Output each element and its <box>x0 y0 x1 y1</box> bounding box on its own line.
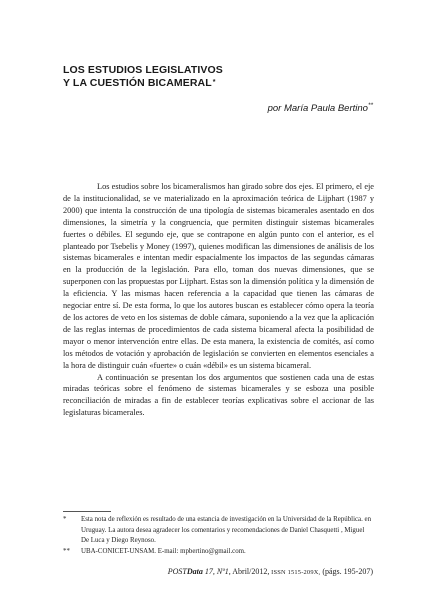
article-body <box>63 181 374 419</box>
body-paragraph-1: Los estudios sobre los bicameralismos han girado sobre dos ejes. El primero, el eje de la institucionalidad, se ve materializado en la aproximación teórica de Lijphart (1987 y 2000) que intenta la construcción de una tipología de sistemas bicamerales asentado en dos dimensiones, la simetría y la congruencia, que permiten distinguir sistemas bicamerales fuertes o débiles. El segundo eje, que se contrapone en algún punto con el anterior, es el planteado por Tsebelis y Money (1997), quienes modifican las dimensiones de análisis de los sistemas bicamerales e intentan medir espacialmente los impactos de las segundas cámaras en la producción de la legislación. Para ello, toman dos nuevas dimensiones, que se superponen con las propuestas por Lijphart. Estas son la dimensión política y la dimensión de la eficiencia. Y las mismas hacen referencia a la capacidad que tienen las cámaras de negociar entre sí. De esta forma, lo que los autores buscan es establecer cómo opera la teoría de los actores de veto en los sistemas de doble cámara, suponiendo a la vez que la aplicación de las reglas internas de procedimientos de cada sistema bicameral afecta la posibilidad de mayor o menor intervención entre ellas. De esta manera, la existencia de comités, así como los métodos de votación y aprobación de legislación se convierten en elementos esenciales a la hora de distinguir cuán «fuerte» o cuán «débil» es un sistema bicameral. <box>63 182 374 370</box>
footnote-1 <box>63 515 374 547</box>
author-byline <box>268 103 373 114</box>
page-range: (págs. 195-207) <box>320 567 373 576</box>
footnote-divider <box>63 511 111 512</box>
footnote-2-text: UBA-CONICET-UNSAM. E-mail: mpbertino@gmail.com. <box>81 547 246 555</box>
footnote-2-mark: ** <box>63 547 70 555</box>
issue-date: Abril/2012, <box>230 567 270 576</box>
body-paragraph-2: A continuación se presentan los dos argumentos que sostienen cada una de estas miradas teóricas sobre el fenómeno de sistemas bicamerales y se esboza una posible reconciliación de miradas a fin de establecer teorías explicativas sobre el accionar de las legislaturas bicamerales. <box>63 372 374 418</box>
journal-volume: 17, Nº1, <box>202 567 231 576</box>
journal-name-prefix: POST <box>167 567 187 576</box>
title-footnote-mark: * <box>212 79 216 86</box>
title-line-2-text: Y LA CUESTIÓN BICAMERAL <box>63 77 212 89</box>
author-name: por María Paula Bertino <box>267 103 368 114</box>
journal-name <box>168 567 203 576</box>
footnote-1-text: Esta nota de reflexión es resultado de una estancia de investigación en la Universidad de la República. en Uruguay. La autora desea agradecer los comentarios y recomendaciones de Daniel Chasquetti , Miguel De Luca y Diego Reynoso. <box>81 516 372 544</box>
author-footnote-mark: ** <box>367 102 373 109</box>
title-line-1: LOS ESTUDIOS LEGISLATIVOS <box>63 64 223 76</box>
issn: ISSN 1515-209X, <box>269 569 321 576</box>
title-line-2 <box>63 77 363 90</box>
footnote-2 <box>63 547 374 558</box>
footnote-1-mark: * <box>63 516 67 523</box>
article-title <box>63 64 363 90</box>
journal-name-bold: Data <box>186 567 203 576</box>
footnotes <box>63 515 374 557</box>
page-footer <box>168 567 373 576</box>
